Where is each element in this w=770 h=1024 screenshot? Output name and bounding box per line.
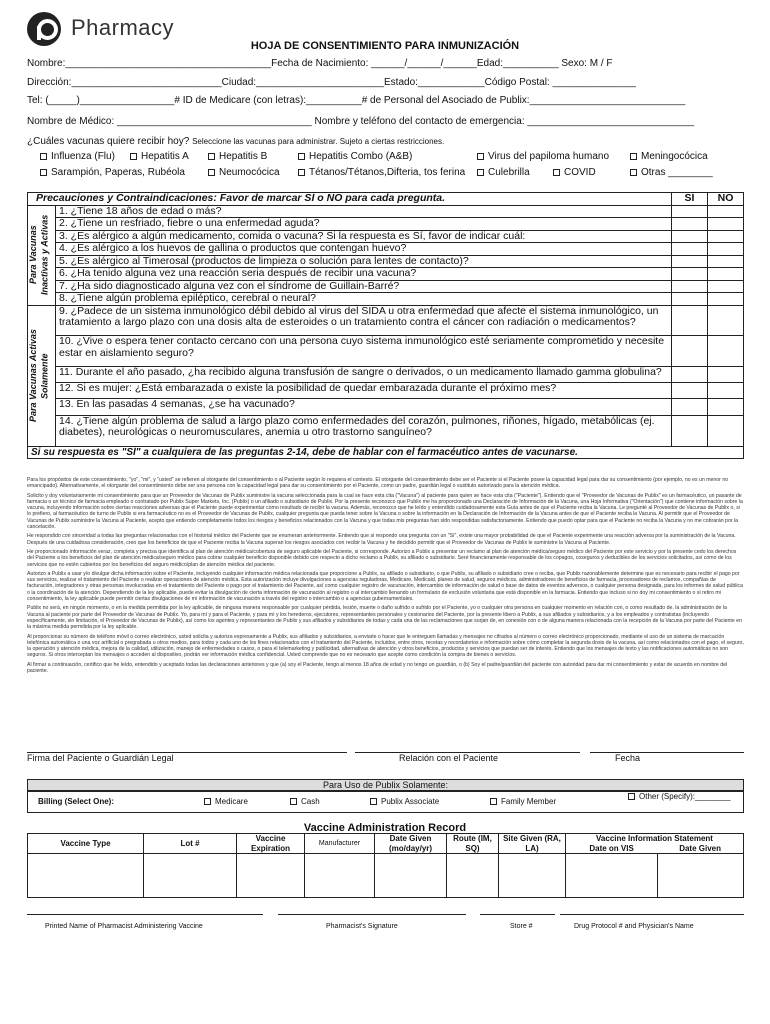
no-cell[interactable]	[708, 305, 744, 336]
legal-paragraph: Solicito y doy voluntariamente mi consentimiento para que un Proveedor de Vacunas de Publix suministre la vacuna seleccionada para la cual se hace esta cita ("Vacuna") al paciente para quien se hace esta cita ("Paciente"). Entiendo que el "Proveedor de Vacunas de Publix" es un farmacéutico, un pasante de farmacia o un técnico de farmacia empleado o contratado por Publix Super Markets, Inc. (Publix) o un afiliado o subsidiario de Publix. Por la presente reconozco que Publix me ha proporcionado una Declaración de Información de la Vacuna, una Hoja Informativa ("Orientación") que contiene información sobre la vacuna, incluyendo información sobre ciertas reacciones adversas que el Paciente puede experimentar como resultado de recibir la vacuna. Además, reconozco que he leído y entendido cuidadosamente esta Guía antes de que el Paciente reciba la Vacuna. Le pregunté al Proveedor de Vacunas de Publix o, si lo prefiero, al farmacéutico de turno de Publix si era farmacéutico no es el Proveedor de Vacunas de Publix, cualquier pregunta que pueda tener sobre la Vacuna o sobre la información en la Declaración de Información de la Vacuna antes de que el Paciente reciba la Vacuna. Al permitir que el Proveedor de Vacunas de Publix suministre la Vacuna al Paciente, acepto que entiendo completamente todos los riesgos y beneficios relacionados con la Vacuna y que todas mis preguntas han sido respondidas satisfactoriamente. Entiendo que puedo optar para que el Paciente no reciba la Vacuna y no me cobrarán por la cancelación.	[27, 492, 743, 531]
no-cell[interactable]	[708, 415, 744, 446]
yes-cell[interactable]	[672, 205, 708, 218]
yes-cell[interactable]	[672, 336, 708, 367]
yes-cell[interactable]	[672, 255, 708, 268]
yes-cell[interactable]	[672, 383, 708, 399]
date-field[interactable]: Fecha	[590, 752, 744, 763]
vaccine-option[interactable]: Virus del papiloma humano	[477, 151, 609, 162]
billing-option-family[interactable]: Family Member	[490, 797, 556, 806]
questions-table	[27, 192, 744, 459]
no-cell[interactable]	[708, 399, 744, 415]
no-cell[interactable]	[708, 293, 744, 306]
question-row: 12. Si es mujer: ¿Está embarazada o existe la posibilidad de quedar embarazada durante el próximo mes?	[56, 383, 672, 399]
record-cell[interactable]	[499, 854, 566, 898]
header-manufacturer: Manufacturer	[305, 834, 375, 854]
questions-footer: Si su respuesta es "SÍ" a cualquiera de las preguntas 2-14, debe de hablar con el farmacéutico antes de vacunarse.	[28, 446, 744, 459]
legal-paragraph: Autorizo a Publix a usar y/o divulgar dicha información sobre el Paciente, incluyendo cualquier información médica relacionada que proporcione a Publix, su afiliado o subsidiario, o que Publix, su afiliado o subsidiario cree o reciba, que Publix razonablemente determine que es necesario para recibir el pago por sus servicios, realizar el tratamiento del Paciente o realizar operaciones de atención médica. Esta autorización incluye divulgaciones a agencias reguladoras, Medicare, Medicaid, planes de salud, seguros médicos, administradores de beneficios de farmacia, procesadores de reclamos, compañías de facturación, integradores y otras personas involucradas en el tratamiento del Paciente o pago por el tratamiento del Paciente, así como cualquier registro de vacunación, intercambio de información de salud o base de datos de eventos adversos, o cualquier persona designada, para los informes de salud pública o la coordinación de la atención. Dependiendo de la ley aplicable, puede evitar la divulgación de cierta información de vacunación al registro o al intercambio llenando un formulario de exclusión voluntaria que está disponible en la farmacia. Entiendo que incluso si no doy mi consentimiento o si retiro mi consentimiento, la ley aplicable puede permitir ciertas divulgaciones de mi información de vacunación a través del registro o intercambio o a agencias gubernamentales.	[27, 570, 744, 603]
record-cell[interactable]	[566, 854, 658, 898]
drug-protocol-field[interactable]: Drug Protocol # and Physician's Name	[560, 914, 744, 930]
header-site: Site Given (RA, LA)	[499, 834, 566, 854]
header-expiration: Vaccine Expiration	[237, 834, 305, 854]
no-cell[interactable]	[708, 268, 744, 281]
side-label-active: Para Vacunas Activas Solamente	[28, 329, 50, 422]
pharmacist-signature-field[interactable]: Pharmacist's Signature	[278, 914, 466, 930]
vaccine-option[interactable]: Hepatitis B	[208, 151, 267, 162]
yes-cell[interactable]	[672, 280, 708, 293]
checkbox-icon[interactable]	[298, 153, 305, 160]
question-row: 3. ¿Es alérgico a algún medicamento, comida o vacuna? Si la respuesta es Sí, favor de indicar cuál:	[56, 230, 672, 243]
question-row: 14. ¿Tiene algún problema de salud a largo plazo como enfermedades del corazón, pulmones, riñones, hígado, metabólicas (ej. diabetes), neurológicas o neuromusculares, anemia u otro trastorno sanguíneo?	[56, 415, 672, 446]
record-cell[interactable]	[28, 854, 144, 898]
header-date-vis: Date on VIS	[566, 844, 658, 854]
legal-paragraph: Al proporcionar su número de teléfono móvil o correo electrónico, usted solicita y autoriza expresamente a Publix, sus afiliados y subsidiarios, a enviarle o hacer que le entreguen llamadas y mensajes no cifrados al número o correo electrónico proporcionado, mediante el uso de un sistema de marcación telefónica automática o una voz artificial o pregrabada u otros medios, para todos y cada uno de los fines relacionados con el tratamiento del Paciente, incluidos, entre otros, recetas y recordatorios e información sobre cómo completar la segunda dosis de la vacuna, así como relacionados con el pago, el seguro, la operación y atención médica, mejora de la calidad, utilización, manejo de enfermedades o casos, o para el telemarketing y publicidad, alternativas de atención y otros beneficios, productos y servicios que puedan ser de interés. Entiendo que los mensajes de texto y las notificaciones automáticas no son seguros. Si otros interceptan los mensajes o acceden al dispositivo, podrán ver información médica confidencial. Usted comprende que no es necesario que acepte como condición la compra de bienes o servicios.	[27, 633, 744, 659]
checkbox-icon[interactable]	[204, 798, 211, 805]
record-cell[interactable]	[305, 854, 375, 898]
no-cell[interactable]	[708, 367, 744, 383]
yes-cell[interactable]	[672, 305, 708, 336]
checkbox-icon[interactable]	[208, 153, 215, 160]
side-label-inactive: Para Vacunas Inactivas y Activas	[28, 214, 50, 296]
billing-option-medicare[interactable]: Medicare	[204, 797, 248, 806]
patient-signature-field[interactable]: Firma del Paciente o Guardián Legal	[27, 752, 347, 763]
checkbox-icon[interactable]	[40, 153, 47, 160]
legal-paragraph: Al firmar a continuación, certifico que he leído, entendido y aceptado todas las declaraciones anteriores y que (a) soy el Paciente, tengo al menos 18 años de edad y no tengo un guardián, o (b) Soy el padre/guardián del paciente con autoridad para dar mi consentimiento y estar de acuerdo en nombre del paciente.	[27, 661, 728, 675]
vaccine-question-main: ¿Cuáles vacunas quiere recibir hoy?	[27, 136, 190, 147]
vaccine-option[interactable]: Neumocócica	[208, 167, 280, 178]
checkbox-icon[interactable]	[477, 169, 484, 176]
header-date-given: Date Given (mo/day/yr)	[375, 834, 447, 854]
no-cell[interactable]	[708, 218, 744, 231]
question-row: 1. ¿Tiene 18 años de edad o más?	[56, 205, 672, 218]
record-cell[interactable]	[375, 854, 447, 898]
question-row: 5. ¿Es alérgico al Timerosal (productos de limpieza o solución para lentes de contacto)?	[56, 255, 672, 268]
question-row: 8. ¿Tiene algún problema epiléptico, cerebral o neural?	[56, 293, 672, 306]
checkbox-icon[interactable]	[130, 153, 137, 160]
vaccine-option[interactable]: Meningocócica	[630, 151, 708, 162]
vaccine-option[interactable]: COVID	[553, 167, 596, 178]
yes-cell[interactable]	[672, 243, 708, 256]
yes-header: SÍ	[672, 193, 708, 206]
field-row-phone[interactable]: Tel: (_____)_________________# ID de Medicare (con letras):__________# de Personal del Asociado de Publix:____________________________	[27, 95, 686, 106]
checkbox-icon[interactable]	[553, 169, 560, 176]
record-cell[interactable]	[447, 854, 499, 898]
no-cell[interactable]	[708, 383, 744, 399]
field-row-doctor[interactable]: Nombre de Médico: ___________________________________ Nombre y teléfono del contacto de emergencia: ______________________________	[27, 116, 695, 127]
field-row-name[interactable]: Nombre:_____________________________________Fecha de Nacimiento: ______/______/______Edad:__________ Sexo: M / F	[27, 58, 613, 69]
legal-paragraph: Publix no será, en ningún momento, o en la medida permitida por la ley aplicable, de ninguna manera responsable por cualquier pérdida, lesión, muerte o daño sufrido o sufrido por el Paciente, yo o cualquier otra persona en cualquier momento en relación con, o como resultado de, la administración de la Vacuna al paciente por parte del Proveedor de Vacunas de Publix. Yo, para mí y para el Paciente, y para mí y los herederos, ejecutores, representantes personales y cesionarios del Paciente, por la presente libero a Publix, a sus afiliados y subsidiarios, y a los empleados y contratistas (incluyendo específicamente, sin limitación, el Proveedor de Vacunas de Publix), así como los agentes y representantes de Publix y sus afiliados y subsidiarios de todas y cada una de las reclamaciones que surjan de, en conexión con o de alguna manera relacionada con la recepción de la Vacuna por parte del Paciente en la máxima medida permitida por la ley aplicable.	[27, 605, 742, 631]
header-route: Route (IM, SQ)	[447, 834, 499, 854]
no-header: NO	[708, 193, 744, 206]
field-row-address[interactable]: Dirección:___________________________Ciudad:_______________________Estado:____________Código Postal: _______________	[27, 77, 636, 88]
billing-section	[27, 791, 744, 813]
record-cell[interactable]	[657, 854, 743, 898]
checkbox-icon[interactable]	[290, 798, 297, 805]
relationship-field[interactable]: Relación con el Paciente	[355, 752, 580, 763]
billing-option-cash[interactable]: Cash	[290, 797, 320, 806]
no-cell[interactable]	[708, 205, 744, 218]
yes-cell[interactable]	[672, 399, 708, 415]
header-vis: Vaccine Information Statement	[566, 834, 744, 844]
checkbox-icon[interactable]	[370, 798, 377, 805]
legal-text	[27, 477, 744, 674]
vaccine-option[interactable]: Tétanos/Tétanos,Difteria, tos ferina	[298, 167, 465, 178]
legal-paragraph: He respondido con sinceridad a todas las preguntas relacionadas con el historial médico del Paciente que se enumeran anteriormente. Entiendo que si respondo una pregunta con un "Sí", existe una mayor probabilidad de que el Paciente experimente una reacción adversa por la suministración de la Vacuna. Después de una cuidadosa consideración, creo que los beneficios de que el Paciente reciba la Vacuna superan los riesgos asociados con recibir la Vacuna y he decidido permitir que el Proveedor de Vacunas de Publix le suministre la Vacuna al Paciente.	[27, 533, 736, 546]
no-cell[interactable]	[708, 336, 744, 367]
yes-cell[interactable]	[672, 293, 708, 306]
checkbox-icon[interactable]	[298, 169, 305, 176]
checkbox-icon[interactable]	[490, 798, 497, 805]
vaccine-option[interactable]: Influenza (Flu)	[40, 151, 115, 162]
record-cell[interactable]	[237, 854, 305, 898]
vaccine-question-sub: Seleccione las vacunas para administrar. Sujeto a ciertas restricciones.	[192, 137, 445, 146]
vaccine-option[interactable]: Hepatitis A	[130, 151, 189, 162]
vaccine-question	[27, 136, 444, 147]
question-row: 6. ¿Ha tenido alguna vez una reacción seria después de recibir una vacuna?	[56, 268, 672, 281]
checkbox-icon[interactable]	[628, 793, 635, 800]
yes-cell[interactable]	[672, 230, 708, 243]
question-row: 4. ¿Es alérgico a los huevos de gallina o productos que contengan huevo?	[56, 243, 672, 256]
vaccine-option[interactable]: Sarampión, Paperas, Rubéola	[40, 167, 185, 178]
yes-cell[interactable]	[672, 268, 708, 281]
record-title: Vaccine Administration Record	[303, 822, 467, 834]
legal-paragraph: Para los propósitos de este consentimiento, "yo", "mi", y "usted" se refieren al otorgante del consentimiento o al Paciente según lo requiera el contexto. El otorgante del consentimiento debe ser el Paciente si el Paciente posee la capacidad legal para dar su consentimiento (por ejemplo, no es un menor no emancipado). Alternativamente, el otorgante del consentimiento debe ser una persona con la capacidad legal para dar su consentimiento por el Paciente, como un padre, guardián legal o sustituto autorizado para la atención médica.	[27, 477, 729, 490]
header-lot: Lot #	[144, 834, 237, 854]
record-cell[interactable]	[144, 854, 237, 898]
vaccine-option[interactable]: Culebrilla	[477, 167, 530, 178]
vaccine-option[interactable]: Hepatitis Combo (A&B)	[298, 151, 412, 162]
no-cell[interactable]	[708, 255, 744, 268]
questions-header: Precauciones y Contraindicaciones: Favor de marcar SÍ o NO para cada pregunta.	[28, 193, 672, 206]
question-row: 9. ¿Padece de un sistema inmunológico débil debido al virus del SIDA u otra enfermedad que afecte el sistema inmunológico, un tratamiento a largo plazo con una dosis alta de esteroides o un tratamiento contra el cáncer con radiación o medicamentos?	[56, 305, 672, 336]
header-vis-date-given: Date Given	[657, 844, 743, 854]
checkbox-icon[interactable]	[40, 169, 47, 176]
store-number-field[interactable]: Store #	[480, 914, 555, 930]
vaccine-record-table	[27, 833, 744, 898]
question-row: 11. Durante el año pasado, ¿ha recibido alguna transfusión de sangre o derivados, o un medicamento llamado gamma globulina?	[56, 367, 672, 383]
yes-cell[interactable]	[672, 218, 708, 231]
yes-cell[interactable]	[672, 415, 708, 446]
question-row: 7. ¿Ha sido diagnosticado alguna vez con el síndrome de Guillain-Barré?	[56, 280, 672, 293]
billing-label: Billing (Select One):	[38, 797, 115, 806]
question-row: 13. En las pasadas 4 semanas, ¿se ha vacunado?	[56, 399, 672, 415]
vaccine-option[interactable]: Otras ________	[630, 167, 713, 178]
pharmacist-name-field[interactable]: Printed Name of Pharmacist Administering Vaccine	[27, 914, 263, 930]
checkbox-icon[interactable]	[630, 153, 637, 160]
checkbox-icon[interactable]	[630, 169, 637, 176]
checkbox-icon[interactable]	[208, 169, 215, 176]
checkbox-icon[interactable]	[477, 153, 484, 160]
question-row: 2. ¿Tiene un resfriado, fiebre o una enfermedad aguda?	[56, 218, 672, 231]
publix-only-bar: Para Uso de Publix Solamente:	[27, 779, 744, 791]
billing-option-associate[interactable]: Publix Associate	[370, 797, 439, 806]
question-row: 10. ¿Vive o espera tener contacto cercano con una persona cuyo sistema inmunológico esté seriamente comprometido y necesite estar en aislamiento seguro?	[56, 336, 672, 367]
billing-option-other[interactable]: Other (Specify):________	[628, 793, 738, 802]
legal-paragraph: He proporcionado información veraz, completa y precisa que identifica al plan de atención médica/cobertura de seguro aplicable del Paciente, si corresponde. Autorizo a Publix a presentar un reclamo al plan de atención médica/seguro médico del Paciente por este servicio y por la presente cedo los derechos del Paciente a los beneficios del plan de atención médica/seguro médico para cobrar cualquier beneficio disponible debido con respecto a dicho reclamo a Publix, su afiliado o subsidiario. Seré financieramente responsable de los copagos, coseguros y deducibles de los servicios solicitados, así como de los servicios que no estén cubiertos por los beneficios del seguro médico/plan de atención médica del paciente.	[27, 548, 737, 568]
no-cell[interactable]	[708, 230, 744, 243]
brand-name: Pharmacy	[71, 15, 175, 40]
no-cell[interactable]	[708, 280, 744, 293]
yes-cell[interactable]	[672, 367, 708, 383]
header-vaccine-type: Vaccine Type	[28, 834, 144, 854]
page-title: HOJA DE CONSENTIMIENTO PARA INMUNIZACIÓN	[250, 40, 520, 52]
no-cell[interactable]	[708, 243, 744, 256]
